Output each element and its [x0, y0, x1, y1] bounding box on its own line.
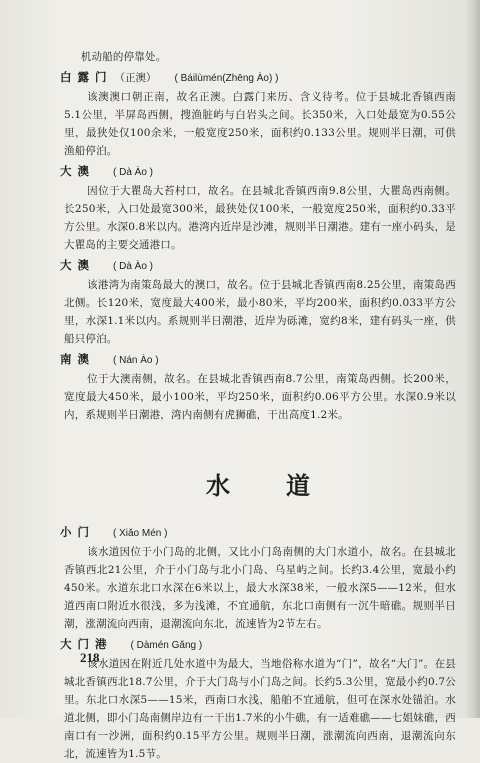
entry-name: 小门: [60, 525, 95, 539]
entry-pinyin: ( Xiǎo Mén ): [113, 528, 168, 539]
entry-pinyin: ( Nán Ào ): [113, 355, 159, 366]
entry-pinyin: ( Báilùmén(Zhēng Ào) ): [174, 73, 279, 84]
entry-nanao: [60, 350, 456, 424]
entry-text: 位于大澳南侧，故名。在县城北香镇西南8.7公里，南策岛西侧。长200米，宽度最大450米，最小100米，平均250米，面积约0.06平方公里。水深0.9米以内，系规则半日潮港，湾内南侧有虎狮礁，干出高度1.2米。: [64, 373, 456, 421]
entry-pinyin: ( Dàmén Gǎng ): [130, 640, 203, 651]
entry-name: 白露门: [60, 70, 113, 84]
entry-name: 南澳: [60, 352, 95, 366]
entry-heading: [60, 256, 456, 276]
entry-alias: （正澳）: [114, 72, 157, 84]
entry-heading: [60, 523, 456, 543]
page-content: [60, 48, 456, 763]
entry-text: 该港湾为南策岛最大的澳口，故名。位于县城北香镇西南8.25公里，南策岛西北侧。长120米，宽度最大400米，最小80米，平均200米，面积约0.033平方公里，水深1.1米以内。系规则半日潮港，近岸为砾滩，宽约8米，建有码头一座，供船只停泊。: [64, 279, 456, 345]
entry-heading: [60, 350, 456, 370]
entry-daao-2: [60, 256, 456, 348]
entry-text: 该水道因位于小门岛的北侧，又比小门岛南侧的大门水道小，故名。在县城北香镇西北21公里，介于小门岛与北小门岛、乌星屿之间。长约3.4公里，宽最小约450米。水道东北口水深在6米以上，最大水深38米，一般水深5——12米，但水道西南口附近水很浅，多为浅滩，不宜通航，东北口南侧有一沉牛暗礁。规则半日潮，涨潮流向西南，退潮流向东北，流速皆为2节左右。: [64, 546, 456, 630]
entry-pinyin: ( Dà Ào ): [113, 167, 154, 178]
entry-name: 大门港: [60, 637, 113, 651]
entry-text: 该澳澳口朝正南，故名正澳。白露门来历、含义待考。位于县城北香镇西南5.1公里，半屏岛西侧，搜渔脏屿与白岩头之间。长350米，入口处最宽为0.55公里，最狭处仅100余米，一般宽度250米，面积约0.133公里。规则半日潮，可供渔船停泊。: [64, 91, 456, 157]
entry-name: 大澳: [60, 258, 95, 272]
entry-name: 大澳: [60, 164, 95, 178]
entry-text: 因位于大瞿岛大苔村口，故名。在县城北香镇西南9.8公里，大瞿岛西南侧。长250米，入口处最宽300米，最狭处仅100米，一般宽度250米，面积约0.33平方公里。水深0.8米以内。港湾内近岸是沙滩，规则半日潮港。建有一座小码头，是大瞿岛的主要交通港口。: [64, 185, 456, 251]
page-spine-shadow: [464, 0, 480, 718]
entry-text: 该水道因在附近几处水道中为最大，当地俗称水道为“门”，故名“大门”。在县城北香镇西北18.7公里，介于大门岛与小门岛之间。长约5.3公里，宽最小约0.7公里。东北口水深5——15米，西南口水浅，船舶不宜通航，但可在深水处锚泊。水道北侧，即小门岛南侧岸边有一干出1.7米的小牛礁，有一适难礁——七姐妹礁，西南口有一沙洲，面积约0.15平方公里。规则半日潮，涨潮流向西南，退潮流向东北，流速皆为1.5节。: [64, 658, 456, 760]
entry-xiaomen: [60, 523, 456, 633]
entry-bailumen: [60, 68, 456, 160]
entry-heading: [60, 635, 456, 655]
entry-heading: [60, 162, 456, 182]
section-title: 水道: [206, 472, 366, 500]
entry-damengang: [60, 635, 456, 763]
entry-heading: [60, 68, 456, 88]
entry-daao-1: [60, 162, 456, 254]
intro-line: 机动船的停靠处。: [80, 51, 167, 63]
entry-pinyin: ( Dà Ào ): [113, 261, 154, 272]
page-number: 218: [80, 650, 100, 665]
